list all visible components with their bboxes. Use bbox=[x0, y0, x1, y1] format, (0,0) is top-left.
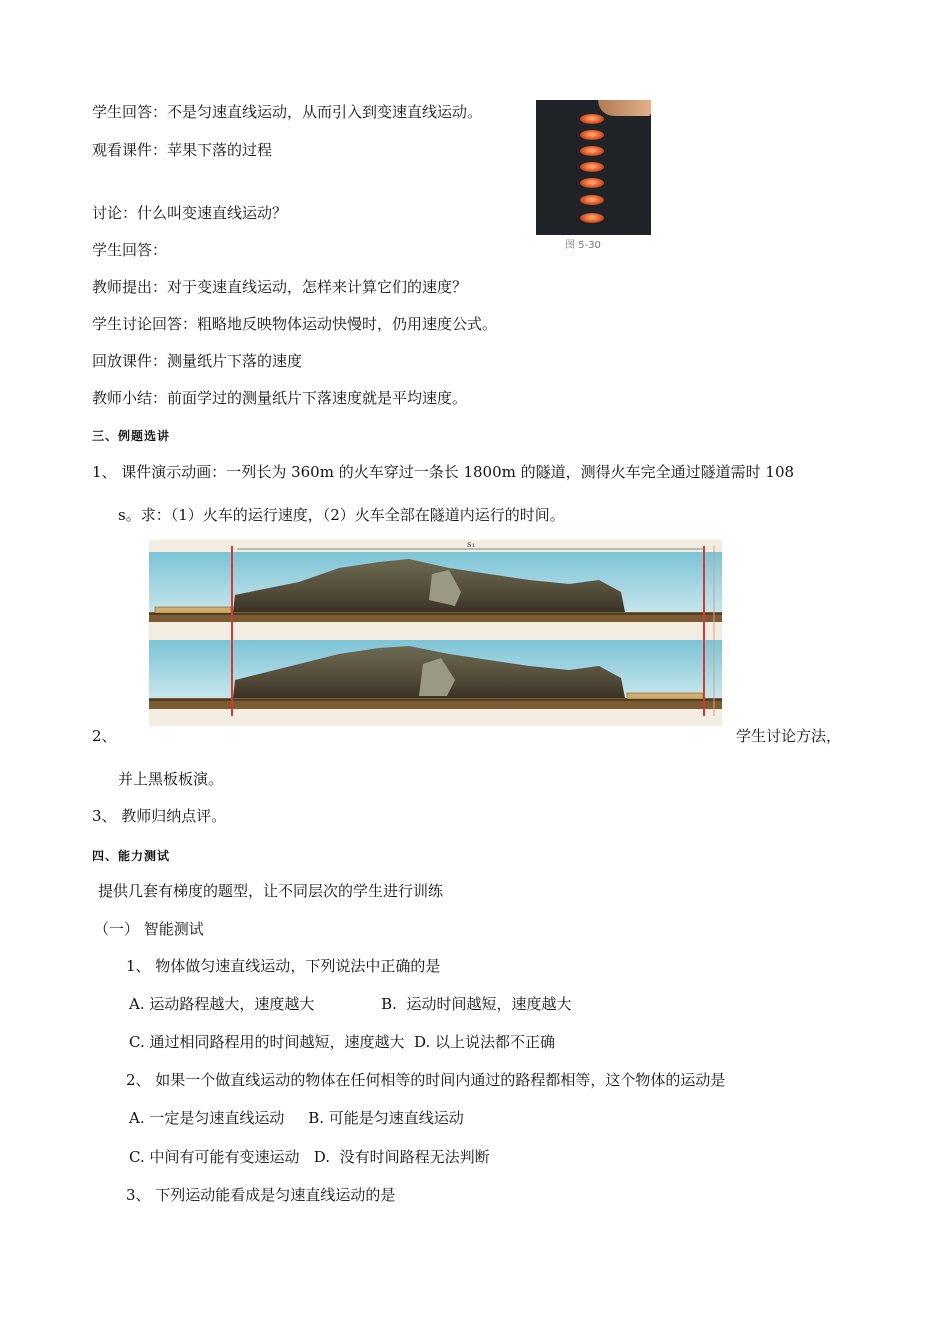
falling-apple-photo bbox=[536, 100, 651, 235]
text-line: 回放课件：测量纸片下落的速度 bbox=[92, 352, 303, 370]
question-options: A. 运动路程越大，速度越大 B. 运动时间越短，速度越大 bbox=[129, 995, 572, 1013]
text-line: 教师提出：对于变速直线运动，怎样来计算它们的速度？ bbox=[92, 278, 468, 296]
text-line: 观看课件：苹果下落的过程 bbox=[92, 141, 273, 159]
apple-image bbox=[580, 114, 604, 124]
question-options: A. 一定是匀速直线运动 B. 可能是匀速直线运动 bbox=[129, 1109, 464, 1127]
problem-text: s。求：（1）火车的运行速度，（2）火车全部在隧道内运行的时间。 bbox=[118, 506, 565, 524]
text-line: 学生讨论回答：粗略地反映物体运动快慢时，仍用速度公式。 bbox=[92, 315, 498, 333]
question-text: 1、 物体做匀速直线运动，下列说法中正确的是 bbox=[126, 957, 441, 975]
apple-image bbox=[580, 162, 604, 172]
question-options: C. 通过相同路程用的时间越短，速度越大 D. 以上说法都不正确 bbox=[129, 1033, 556, 1051]
question-text: 2、 如果一个做直线运动的物体在任何相等的时间内通过的路程都相等，这个物体的运动是 bbox=[126, 1071, 726, 1089]
problem-text: 学生讨论方法， bbox=[736, 727, 842, 745]
problem-text: 并上黑板板演。 bbox=[118, 770, 224, 788]
subsection-heading: （一） 智能测试 bbox=[94, 920, 204, 938]
problem-text: 1、 课件演示动画：一列长为 360m 的火车穿过一条长 1800m 的隧道，测得火车完全通过隧道需时 108 bbox=[92, 463, 795, 481]
section-heading: 三、例题选讲 bbox=[92, 429, 171, 443]
section-heading: 四、能力测试 bbox=[92, 849, 171, 863]
distance-label: s₁ bbox=[467, 540, 476, 550]
question-options: C. 中间有可能有变速运动 D. 没有时间路程无法判断 bbox=[129, 1148, 490, 1166]
intro-text: 提供几套有梯度的题型，让不同层次的学生进行训练 bbox=[98, 882, 444, 900]
apple-image bbox=[580, 213, 604, 223]
apple-image bbox=[580, 130, 604, 140]
apple-image bbox=[580, 146, 604, 156]
train-tunnel-figure bbox=[149, 540, 722, 726]
question-text: 3、 下列运动能看成是匀速直线运动的是 bbox=[126, 1186, 396, 1204]
apple-image bbox=[580, 178, 604, 188]
figure-caption: 图 5-30 bbox=[565, 240, 601, 251]
apple-image bbox=[580, 195, 604, 205]
hand-image bbox=[598, 100, 651, 116]
text-line: 学生回答：不是匀速直线运动，从而引入到变速直线运动。 bbox=[92, 103, 483, 121]
text-line: 学生回答： bbox=[92, 241, 168, 259]
problem-number: 2、 bbox=[92, 727, 117, 745]
tunnel-illustration bbox=[149, 540, 722, 726]
text-line: 教师小结：前面学过的测量纸片下落速度就是平均速度。 bbox=[92, 389, 468, 407]
problem-text: 3、 教师归纳点评。 bbox=[92, 807, 227, 825]
text-line: 讨论：什么叫变速直线运动？ bbox=[92, 204, 288, 222]
